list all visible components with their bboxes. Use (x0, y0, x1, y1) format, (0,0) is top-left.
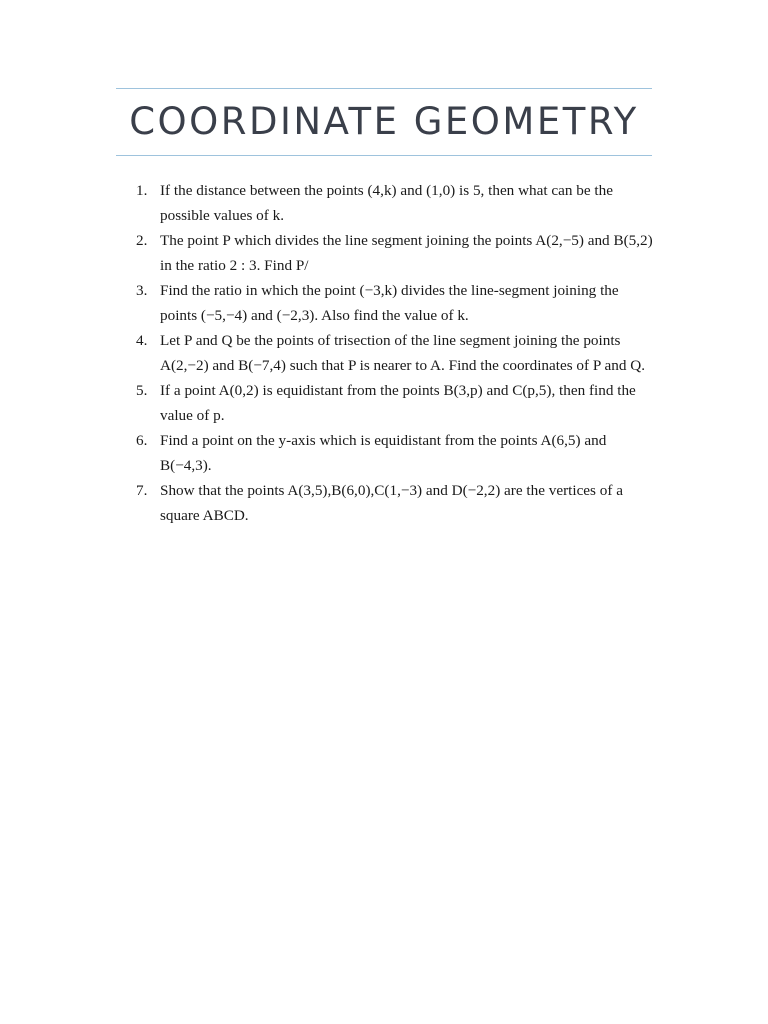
question-number: 5. (136, 382, 148, 399)
question-number: 2. (136, 232, 148, 249)
question-text: If a point A(0,2) is equidistant from the points B(3,p) and C(p,5), then find the value of p. (160, 382, 636, 424)
question-item (136, 378, 656, 428)
title-bottom-rule (116, 155, 652, 156)
question-text: Find a point on the y-axis which is equidistant from the points A(6,5) and B(−4,3). (160, 432, 607, 474)
question-list (136, 178, 656, 528)
question-text: The point P which divides the line segment joining the points A(2,−5) and B(5,2) in the ratio 2 : 3. Find P/ (160, 232, 653, 274)
question-item (136, 228, 656, 278)
question-item (136, 478, 656, 528)
question-number: 6. (136, 432, 148, 449)
question-number: 3. (136, 282, 148, 299)
question-text: If the distance between the points (4,k) and (1,0) is 5, then what can be the possible values of k. (160, 182, 613, 224)
question-item (136, 428, 656, 478)
question-number: 7. (136, 482, 148, 499)
page-title: COORDINATE GEOMETRY (129, 100, 639, 143)
question-number: 4. (136, 332, 148, 349)
question-item (136, 278, 656, 328)
title-top-rule (116, 88, 652, 89)
question-item (136, 328, 656, 378)
question-item (136, 178, 656, 228)
question-text: Let P and Q be the points of trisection of the line segment joining the points A(2,−2) and B(−7,4) such that P is nearer to A. Find the coordinates of P and Q. (160, 332, 646, 374)
question-number: 1. (136, 182, 148, 199)
question-text: Show that the points A(3,5),B(6,0),C(1,−3) and D(−2,2) are the vertices of a square ABCD. (160, 482, 623, 524)
question-text: Find the ratio in which the point (−3,k) divides the line-segment joining the points (−5,−4) and (−2,3). Also find the value of k. (160, 282, 619, 324)
